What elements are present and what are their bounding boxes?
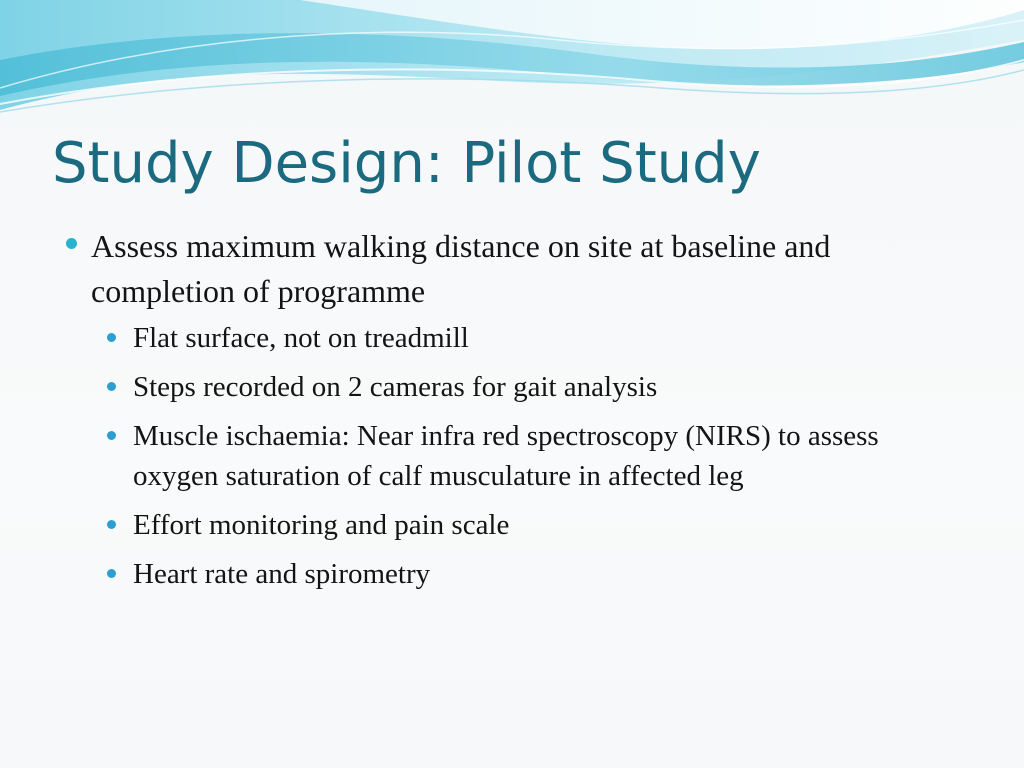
bullet-icon: [66, 238, 77, 249]
sub-bullet-icon: [107, 569, 116, 578]
bullet-list: [62, 224, 982, 594]
sub-bullet-icon: [107, 520, 116, 529]
slide-content: [62, 224, 982, 603]
sub-bullet-item: [104, 318, 933, 358]
header-wave-decoration: [0, 0, 1024, 120]
sub-bullet-icon: [107, 333, 116, 342]
sub-bullet-icon: [107, 431, 116, 440]
slide-title: Study Design: Pilot Study: [52, 131, 761, 196]
sub-bullet-item: [104, 505, 933, 545]
sub-bullet-text: Effort monitoring and pain scale: [133, 509, 510, 541]
bullet-item: [62, 224, 982, 594]
sub-bullet-text: Heart rate and spirometry: [133, 558, 431, 590]
sub-bullet-text: Flat surface, not on treadmill: [133, 322, 469, 354]
sub-bullet-item: [104, 367, 933, 407]
bullet-text: Assess maximum walking distance on site at baseline and completion of programme: [91, 228, 831, 309]
sub-bullet-text: Muscle ischaemia: Near infra red spectroscopy (NIRS) to assess oxygen saturation of calf musculature in affected leg: [133, 420, 879, 492]
sub-bullet-item: [104, 554, 933, 594]
sub-bullet-list: [104, 318, 982, 594]
sub-bullet-text: Steps recorded on 2 cameras for gait analysis: [133, 371, 658, 403]
sub-bullet-icon: [107, 382, 116, 391]
sub-bullet-item: [104, 416, 933, 496]
